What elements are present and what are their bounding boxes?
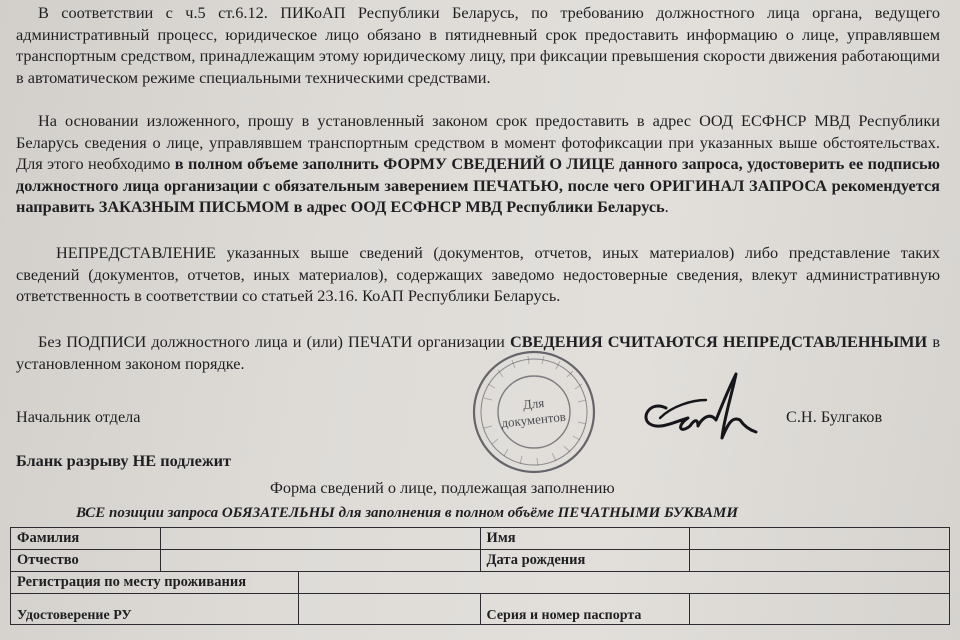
request-bold-text: в полном объеме заполнить ФОРМУ СВЕДЕНИЙ О ЛИЦЕ данного запроса, удостоверить ее подписью должностного лица организации с обязательным заверением ПЕЧАТЬЮ, после чего ОРИГИНАЛ ЗАПРОСА рекомендуется направить ЗАКАЗНЫМ ПИСЬМОМ в адрес ООД ЕСФНСР МВД Республики Беларусь — [16, 154, 941, 216]
license-label: Удостоверение РУ — [11, 594, 299, 625]
round-stamp — [470, 348, 598, 476]
paragraph-liability: НЕПРЕДСТАВЛЕНИЕ указанных выше сведений (документов, отчетов, иных материалов) либо представление таких сведений (документов, отчетов, иных материалов), содержащих заведомо недостоверные сведения, влекут административную ответственность в соответствии со статьей 23.16. КоАП Республики Беларусь. — [16, 243, 940, 305]
paragraph-no-signature: Без ПОДПИСИ должностного лица и (или) ПЕЧАТИ организации СВЕДЕНИЯ СЧИТАЮТСЯ НЕПРЕДСТАВЛЕННЫМИ в установленном законом порядке. — [16, 332, 941, 373]
form-instruction: ВСЕ позиции запроса ОБЯЗАТЕЛЬНЫ для заполнения в полном объёме ПЕЧАТНЫМИ БУКВАМИ — [76, 505, 739, 521]
patronymic-label: Отчество — [11, 550, 161, 572]
form-row-registration — [11, 572, 950, 594]
registration-field[interactable] — [298, 572, 949, 594]
handwritten-signature — [632, 360, 762, 455]
passport-field[interactable] — [690, 594, 950, 625]
form-row-patronymic-birth — [11, 550, 950, 572]
form-title: Форма сведений о лице, подлежащая заполнению — [270, 478, 615, 497]
surname-field[interactable] — [160, 528, 480, 550]
stamp-text-line1: Для — [522, 394, 545, 413]
signer-name: С.Н. Булгаков — [786, 407, 883, 426]
paragraph-request: На основании изложенного, прошу в установленный законом срок предоставить в адрес ООД ЕСФНСР МВД Республики Беларусь сведения о лице, управлявшем транспортным средством в момент фотофиксации при указанных выше обстоятельствах. Для этого необходимо в полном объеме заполнить ФОРМУ СВЕДЕНИЙ О ЛИЦЕ данного запроса, удостоверить ее подписью должностного лица организации с обязательным заверением ПЕЧАТЬЮ, после чего ОРИГИНАЛ ЗАПРОСА рекомендуется направить ЗАКАЗНЫМ ПИСЬМОМ в адрес ООД ЕСФНСР МВД Республики Беларусь. — [16, 111, 941, 216]
registration-label: Регистрация по месту проживания — [11, 572, 299, 594]
stamp-text-line2: документов — [500, 408, 567, 431]
license-field[interactable] — [298, 594, 480, 625]
name-field[interactable] — [690, 528, 950, 550]
person-info-form — [10, 527, 950, 625]
paragraph-legal-basis: В соответствии с ч.5 ст.6.12. ПИКоАП Республики Беларусь, по требованию должностного лица органа, ведущего административный процесс, юридическое лицо обязано в пятидневный срок предоставить информацию о лице, управлявшем транспортным средством, принадлежащим этому юридическому лицу, при фиксации превышения скорости движения работающими в автоматическом режиме специальными техническими средствами. — [16, 3, 940, 87]
patronymic-field[interactable] — [160, 550, 480, 572]
passport-label: Серия и номер паспорта — [480, 594, 690, 625]
blank-notice: Бланк разрыву НЕ подлежит — [16, 451, 232, 470]
request-text: На основании изложенного, прошу в установленный законом срок предоставить в адрес ООД ЕСФНСР МВД Республики Беларусь сведения о лице, управлявшем транспортным средством в момент фотофиксации при указанных выше обстоятельствах. Для этого необходимо — [16, 111, 940, 173]
surname-label: Фамилия — [11, 528, 161, 550]
signer-position: Начальник отдела — [16, 407, 141, 426]
form-row-documents — [11, 594, 950, 625]
birth-date-field[interactable] — [690, 550, 950, 572]
birth-date-label: Дата рождения — [480, 550, 690, 572]
form-row-surname-name — [11, 528, 950, 550]
warning-bold-text: СВЕДЕНИЯ СЧИТАЮТСЯ НЕПРЕДСТАВЛЕННЫМИ — [509, 332, 928, 351]
name-label: Имя — [480, 528, 690, 550]
